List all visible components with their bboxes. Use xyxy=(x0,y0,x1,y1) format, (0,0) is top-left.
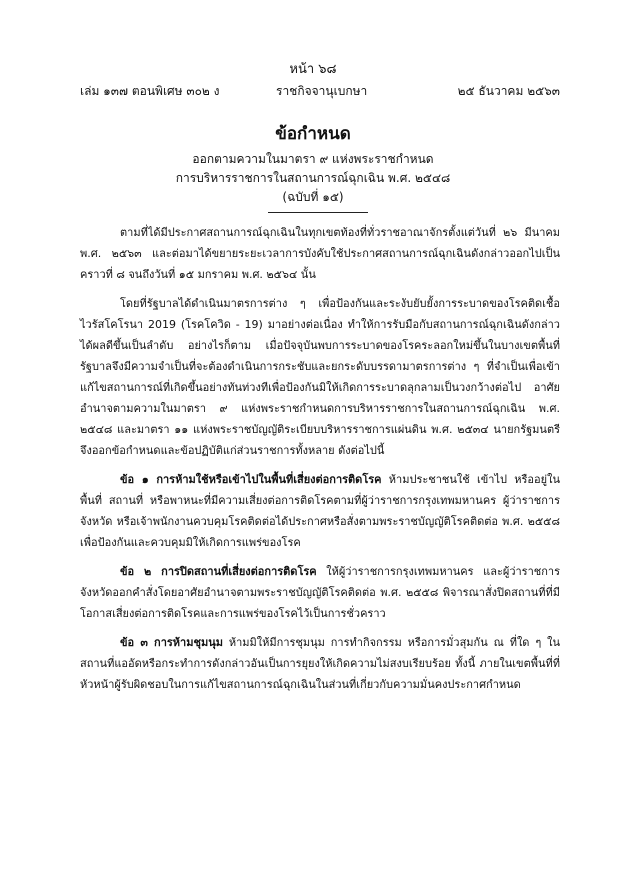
page-number: หน้า ๖๘ xyxy=(289,62,337,77)
preamble-paragraph-1: ตามที่ได้มีประกาศสถานการณ์ฉุกเฉินในทุกเขตท้องที่ทั่วราชอาณาจักรตั้งแต่วันที่ ๒๖ มีนาคม พ.ศ. ๒๕๖๓ และต่อมาได้ขยายระยะเวลาการบังคับใช้ประกาศสถานการณ์ฉุกเฉินดังกล่าวออกไปเป็นคราวที่ ๘ จนถึงวันที่ ๑๕ มกราคม พ.ศ. ๒๕๖๔ นั้น xyxy=(80,226,560,281)
publication-date: ๒๕ ธันวาคม ๒๕๖๓ xyxy=(457,84,560,98)
gazette-header xyxy=(80,82,560,100)
preamble-paragraph-2: โดยที่รัฐบาลได้ดำเนินมาตรการต่าง ๆ เพื่อป้องกันและระงับยับยั้งการระบาดของโรคติดเชื้อไวรัสโคโรนา 2019 (โรคโควิด - 19) มาอย่างต่อเนื่อง ทำให้การรับมือกับสถานการณ์ฉุกเฉินดังกล่าวได้ผลดีขึ้นเป็นลำดับ อย่างไรก็ตาม เมื่อปัจจุบันพบการระบาดของโรคระลอกใหม่ขึ้นในบางเขตพื้นที่ รัฐบาลจึงมีความจำเป็นที่จะต้องดำเนินการกระชับและยกระดับบรรดามาตรการต่าง ๆ ที่จำเป็นเพื่อเข้าแก้ไขสถานการณ์ที่เกิดขึ้นอย่างทันท่วงทีเพื่อป้องกันมิให้เกิดการระบาดลุกลามเป็นวงกว้างต่อไป อาศัยอำนาจตามความในมาตรา ๙ แห่งพระราชกำหนดการบริหารราชการในสถานการณ์ฉุกเฉิน พ.ศ. ๒๕๔๘ และมาตรา ๑๑ แห่งพระราชบัญญัติระเบียบบริหารราชการแผ่นดิน พ.ศ. ๒๕๓๔ นายกรัฐมนตรีจึงออกข้อกำหนดและข้อปฏิบัติแก่ส่วนราชการทั้งหลาย ดังต่อไปนี้ xyxy=(80,297,560,457)
volume-issue: เล่ม ๑๓๗ ตอนพิเศษ ๓๐๒ ง xyxy=(80,84,220,98)
title-divider xyxy=(268,212,368,213)
article-3 xyxy=(80,632,560,695)
document-body xyxy=(80,222,560,695)
document-title: ข้อกำหนด xyxy=(275,124,351,144)
article-3-heading: ข้อ ๓ การห้ามชุมนุม xyxy=(120,636,223,649)
article-1 xyxy=(80,469,560,553)
subtitle-authority: ออกตามความในมาตรา ๙ แห่งพระราชกำหนด xyxy=(192,152,434,166)
article-1-heading: ข้อ ๑ การห้ามใช้หรือเข้าไปในพื้นที่เสี่ยงต่อการติดโรค xyxy=(120,473,382,486)
article-2 xyxy=(80,561,560,624)
subtitle-decree: การบริหารราชการในสถานการณ์ฉุกเฉิน พ.ศ. ๒๕๔๘ xyxy=(175,171,451,185)
article-2-heading: ข้อ ๒ การปิดสถานที่เสี่ยงต่อการติดโรค xyxy=(120,565,317,578)
article-1-text: ห้ามประชาชนใช้ เข้าไป หรืออยู่ในพื้นที่ สถานที่ หรือพาหนะที่มีความเสี่ยงต่อการติดโรคตามที่ผู้ว่าราชการกรุงเทพมหานคร ผู้ว่าราชการจังหวัด หรือเจ้าพนักงานควบคุมโรคติดต่อได้ประกาศหรือสั่งตามพระราชบัญญัติโรคติดต่อ พ.ศ. ๒๕๕๘ เพื่อป้องกันและควบคุมมิให้เกิดการแพร่ของโรค xyxy=(80,473,560,549)
subtitle-edition: (ฉบับที่ ๑๕) xyxy=(282,190,344,204)
gazette-name: ราชกิจจานุเบกษา xyxy=(276,84,368,98)
article-3-text: ห้ามมิให้มีการชุมนุม การทำกิจกรรม หรือการมั่วสุมกัน ณ ที่ใด ๆ ในสถานที่แออัดหรือกระทำการดังกล่าวอันเป็นการยุยงให้เกิดความไม่สงบเรียบร้อย ทั้งนี้ ภายในเขตพื้นที่ที่หัวหน้าผู้รับผิดชอบในการแก้ไขสถานการณ์ฉุกเฉินในส่วนที่เกี่ยวกับความมั่นคงประกาศกำหนด xyxy=(80,636,561,691)
article-2-text: ให้ผู้ว่าราชการกรุงเทพมหานคร และผู้ว่าราชการจังหวัดออกคำสั่งโดยอาศัยอำนาจตามพระราชบัญญัติโรคติดต่อ พ.ศ. ๒๕๕๘ พิจารณาสั่งปิดสถานที่ที่มีโอกาสเสี่ยงต่อการติดโรคและการแพร่ของโรคไว้เป็นการชั่วคราว xyxy=(80,565,560,620)
